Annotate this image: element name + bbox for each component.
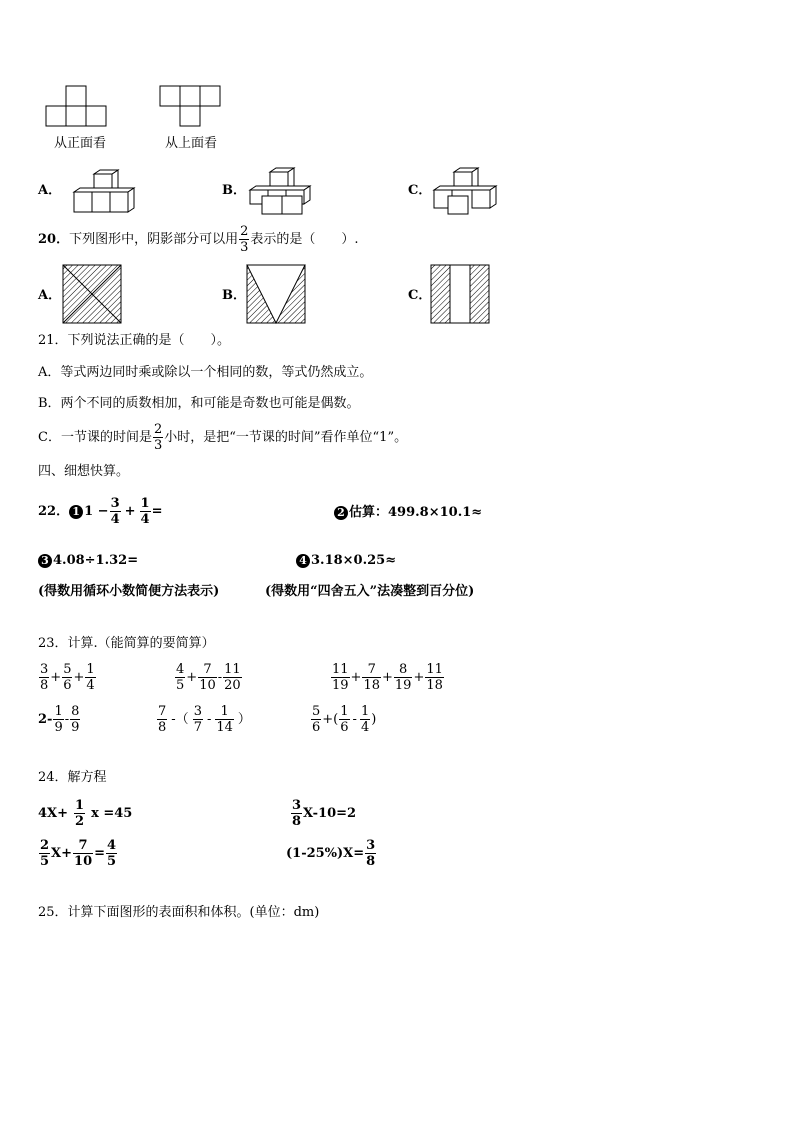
eq3-mid: X+: [51, 845, 73, 861]
numerator: 11: [224, 662, 241, 677]
q22-item4-text: 3.18×0.25≈: [311, 553, 397, 568]
denominator: 6: [312, 720, 321, 735]
numerator: 11: [332, 662, 349, 677]
numerator: 1: [54, 704, 63, 719]
operator: +: [350, 669, 362, 685]
q23-expr1: [38, 662, 97, 693]
q22-item1-frac1: [110, 496, 121, 527]
q23-expr5: [156, 704, 251, 735]
numerator: 7: [203, 662, 212, 677]
q23-e2-frac3: [223, 662, 242, 693]
q23-expr6: [310, 704, 376, 735]
numerator: 2: [40, 838, 50, 853]
q21-option-c[interactable]: [38, 422, 407, 453]
q20-text-after: 表示的是（ ）.: [250, 231, 359, 247]
q22-item4-mark: 4: [296, 554, 310, 568]
denominator: 8: [292, 814, 302, 829]
operator: ）: [237, 711, 251, 727]
section-title: 四、细想快算。: [38, 464, 130, 479]
q23-expr4: [38, 704, 81, 735]
q22-item1-mark: 1: [69, 505, 83, 519]
q21-option-c-before: C．一节课的时间是: [38, 429, 152, 445]
denominator: 19: [394, 678, 412, 693]
operator: +: [50, 669, 62, 685]
q22-number: 22．: [38, 503, 70, 519]
q20-text-before: 下列图形中，阴影部分可以用: [69, 231, 239, 247]
q23-e1-frac2: [62, 662, 72, 693]
numerator: 7: [367, 662, 376, 677]
q22-item1-pre: 1 −: [84, 503, 109, 519]
q22-item2-text: 估算：499.8×10.1≈: [349, 505, 483, 520]
q24-eq2: [290, 798, 356, 829]
numerator: 7: [78, 838, 88, 853]
numerator: 3: [366, 838, 376, 853]
front-view-label: 从正面看: [54, 136, 107, 151]
q19-option-c-cubes: [430, 164, 506, 218]
q20-fraction: [239, 224, 249, 255]
q19-option-b[interactable]: B．: [222, 183, 246, 198]
q20-option-b[interactable]: B．: [222, 288, 246, 303]
numerator: 1: [86, 662, 95, 677]
q22-note2: (得数用“四舍五入”法凑整到百分位): [265, 584, 475, 599]
numerator: 11: [426, 662, 443, 677]
denominator: 5: [40, 854, 50, 869]
q24-title: 24．解方程: [38, 770, 107, 785]
q22-item3-text: 4.08÷1.32=: [53, 553, 139, 568]
eq3-equals: =: [94, 845, 106, 861]
q21-frac-numerator: 2: [153, 422, 163, 437]
denominator: 6: [340, 720, 349, 735]
numerator: 5: [63, 662, 72, 677]
q22-item2-mark: 2: [334, 506, 348, 520]
operator: +: [73, 669, 85, 685]
q23-e2-frac1: [175, 662, 185, 693]
denominator: 18: [363, 678, 380, 693]
q24-eq3-frac1: [39, 838, 50, 869]
top-view-label: 从上面看: [165, 136, 218, 151]
denominator: 9: [71, 720, 80, 735]
q20-option-a[interactable]: A．: [38, 288, 62, 303]
denominator: 5: [176, 678, 185, 693]
operator: ): [371, 711, 377, 727]
q23-expr2: [174, 662, 243, 693]
denominator: 7: [193, 720, 202, 735]
q22-item1-frac1-denominator: 4: [110, 512, 120, 527]
q22-item1-eq: =: [151, 503, 163, 519]
q23-e1-frac1: [39, 662, 49, 693]
q24-eq4-frac: [365, 838, 376, 869]
top-view-figure: [158, 84, 228, 128]
q22-item1-op: +: [124, 503, 136, 519]
denominator: 5: [107, 854, 117, 869]
q22-note1: (得数用循环小数简便方法表示): [38, 584, 220, 599]
denominator: 10: [199, 678, 216, 693]
q22-item3: [38, 553, 138, 569]
numerator: 3: [40, 662, 49, 677]
q23-e3-frac4: [425, 662, 444, 693]
q22-item1-frac2-numerator: 1: [140, 496, 150, 511]
q21-option-c-after: 小时，是把“一节课的时间”看作单位“1”。: [164, 429, 408, 445]
q22-item1-frac1-numerator: 3: [110, 496, 120, 511]
numerator: 1: [360, 704, 370, 719]
q23-e2-frac2: [198, 662, 217, 693]
q19-option-a-cubes: [72, 166, 144, 218]
q23-e1-frac3: [85, 662, 95, 693]
q19-option-b-cubes: [244, 164, 320, 218]
q20-frac-numerator: 2: [240, 224, 249, 239]
operator: -: [64, 711, 70, 727]
denominator: 18: [426, 678, 443, 693]
q21-fraction: [153, 422, 163, 453]
front-view-figure: [44, 84, 118, 128]
numerator: 5: [312, 704, 321, 719]
denominator: 8: [158, 720, 167, 735]
q22-item2: [334, 505, 482, 521]
denominator: 6: [63, 678, 72, 693]
q19-option-c[interactable]: C．: [408, 183, 432, 198]
q24-eq3-frac3: [106, 838, 117, 869]
numerator: 3: [193, 704, 202, 719]
q21-frac-denominator: 3: [153, 438, 163, 453]
numerator: 1: [75, 798, 85, 813]
operator: +(: [322, 711, 339, 727]
denominator: 9: [54, 720, 63, 735]
q21-option-b[interactable]: B．两个不同的质数相加，和可能是奇数也可能是偶数。: [38, 396, 360, 411]
operator: +: [382, 669, 393, 685]
operator: +: [186, 669, 198, 685]
numerator: 1: [220, 704, 229, 719]
q23-e3-frac3: [394, 662, 413, 693]
operator: -: [352, 711, 357, 727]
denominator: 8: [366, 854, 376, 869]
q24-eq3-frac2: [73, 838, 93, 869]
numerator: 4: [107, 838, 117, 853]
denominator: 19: [332, 678, 349, 693]
q22-item1-frac2: [140, 496, 151, 527]
q22-item4: [296, 553, 396, 569]
q23-e5-frac1: [157, 704, 167, 735]
q23-e5-frac3: [215, 704, 234, 735]
q23-e3-frac2: [362, 662, 381, 693]
eq2-suffix: X-10=2: [303, 805, 357, 821]
numerator: 3: [292, 798, 302, 813]
q21-question: 21．下列说法正确的是（ ）。: [38, 333, 231, 348]
q24-eq1-frac: [74, 798, 85, 829]
q24-eq1: [38, 798, 132, 829]
numerator: 8: [71, 704, 80, 719]
q20-option-b-shape: [246, 264, 306, 324]
denominator: 14: [216, 720, 233, 735]
q20-frac-denominator: 3: [240, 240, 249, 255]
q23-e5-frac2: [193, 704, 203, 735]
q24-eq4: [286, 838, 377, 869]
denominator: 4: [360, 720, 370, 735]
q20-question: [38, 224, 359, 255]
numerator: 4: [176, 662, 185, 677]
q23-expr3: [330, 662, 445, 693]
q20-option-c[interactable]: C．: [408, 288, 432, 303]
q24-eq2-frac: [291, 798, 302, 829]
q22-item1-frac2-denominator: 4: [140, 512, 150, 527]
operator: -: [206, 711, 212, 727]
q23-e4-frac1: [53, 704, 63, 735]
eq1-suffix: x =45: [91, 805, 133, 821]
denominator: 2: [75, 814, 85, 829]
q20-option-a-shape: [62, 264, 122, 324]
q20-number: 20．: [38, 231, 70, 247]
q22-item3-mark: 3: [38, 554, 52, 568]
q23-e3-frac1: [331, 662, 350, 693]
eq4-prefix: (1-25%)X=: [286, 845, 365, 861]
q22-item1: [38, 496, 162, 527]
q23-e6-frac1: [311, 704, 321, 735]
q23-e6-frac2: [339, 704, 349, 735]
numerator: 7: [158, 704, 167, 719]
q21-option-a[interactable]: A．等式两边同时乘或除以一个相同的数，等式仍然成立。: [38, 365, 373, 380]
q24-eq3: [38, 838, 118, 869]
q19-option-a[interactable]: A．: [38, 183, 62, 198]
q23-title: 23．计算.（能简算的要简算）: [38, 636, 215, 651]
q23-e6-frac3: [360, 704, 370, 735]
numerator: 1: [340, 704, 349, 719]
denominator: 20: [224, 678, 241, 693]
operator: -: [217, 669, 223, 685]
denominator: 8: [40, 678, 49, 693]
denominator: 10: [74, 854, 93, 869]
q20-option-c-shape: [430, 264, 490, 324]
eq1-prefix: 4X+: [38, 805, 69, 821]
prefix: 2-: [38, 711, 53, 727]
operator: -（: [171, 711, 189, 727]
operator: +: [413, 669, 425, 685]
q23-e4-frac2: [70, 704, 80, 735]
q25-title: 25．计算下面图形的表面积和体积。(单位：dm): [38, 905, 320, 920]
denominator: 4: [86, 678, 95, 693]
numerator: 8: [399, 662, 408, 677]
